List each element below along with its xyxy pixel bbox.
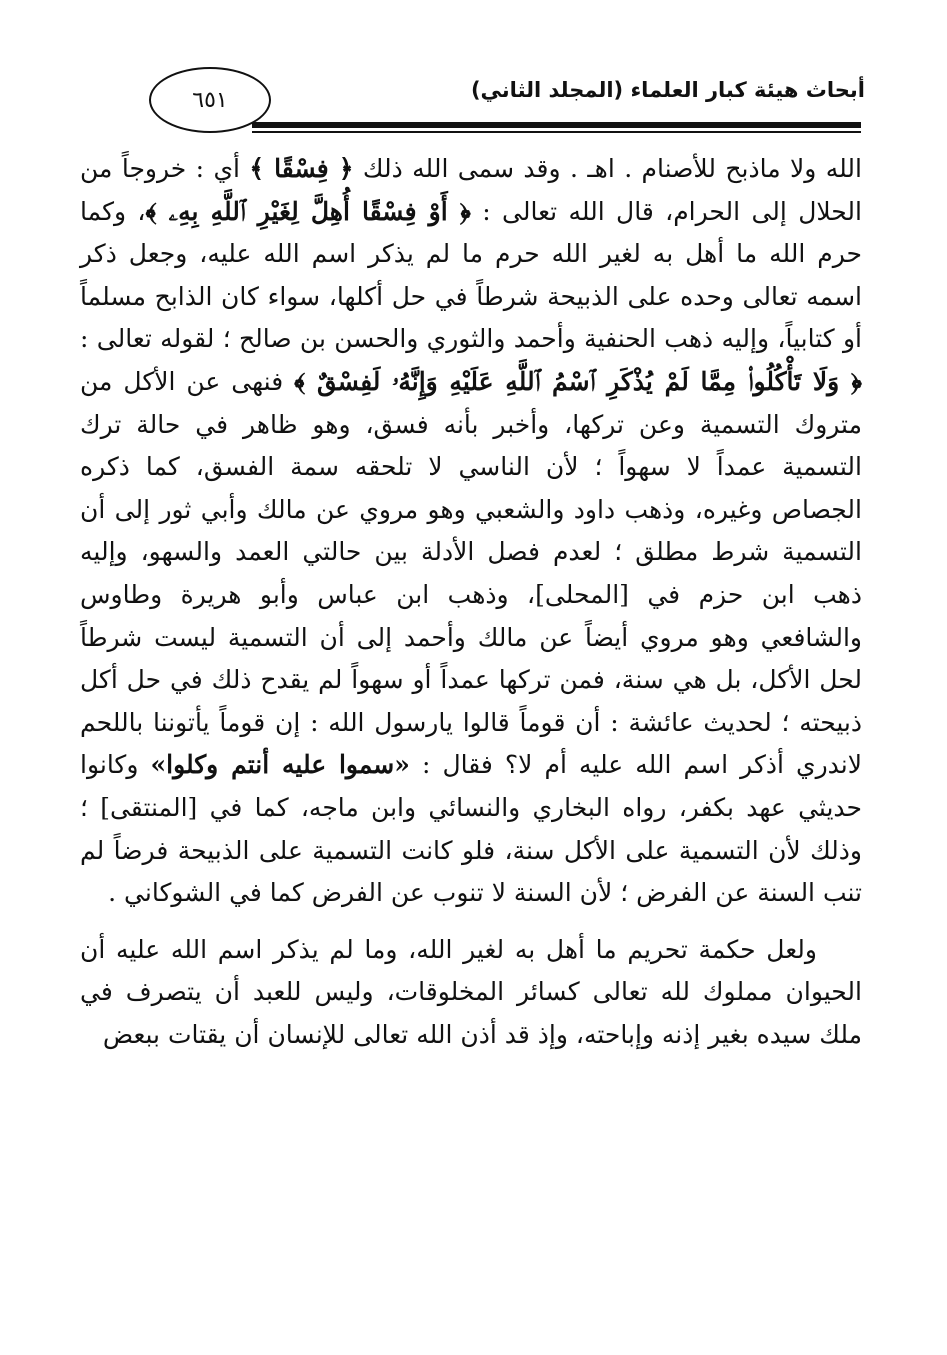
body-text	[80, 148, 862, 1056]
quran-verse: ﴿ أَوْ فِسْقًا أُهِلَّ لِغَيْرِ ٱللَّهِ بِهِۦ ﴾	[145, 196, 471, 226]
hadith-quote: «سموا عليه أنتم وكلوا»	[150, 750, 410, 780]
paragraph-1	[80, 148, 862, 915]
text-segment: الله ولا ماذبح للأصنام . اهـ . وقد سمى الله ذلك	[362, 154, 862, 183]
paragraph-2: ولعل حكمة تحريم ما أهل به لغير الله، وما لم يذكر اسم الله عليه أن الحيوان مملوك لله تعالى كسائر المخلوقات، وليس للعبد أن يتصرف في ملك سيده بغير إذنه وإباحته، وإذ قد أذن الله تعالى للإنسان أن يقتات ببعض	[80, 934, 862, 1049]
quran-verse: ﴿ وَلَا تَأْكُلُوا۟ مِمَّا لَمْ يُذْكَرِ ٱسْمُ ٱللَّهِ عَلَيْهِ وَإِنَّهُۥ لَفِسْقٌ ﴾	[294, 366, 862, 396]
text-segment: فنهى عن الأكل من متروك التسمية وعن تركها، وأخبر بأنه فسق، وهو ظاهر في حالة ترك التسمية عمداً لا سهواً ؛ لأن الناسي لا تلحقه سمة الفسق، كما ذكره الجصاص وغيره، وذهب داود والشعبي وهو مروي عن مالك وأبي ثور إلى أن التسمية شرط مطلق ؛ لعدم فصل الأدلة بين حالتي العمد والسهو، وإليه ذهب ابن حزم في [المحلى]، وذهب ابن عباس وأبو هريرة وطاوس والشافعي وهو مروي أيضاً عن مالك وأحمد إلى أن التسمية ليست شرطاً لحل الأكل، بل هي سنة، فمن تركها عمداً أو سهواً لم يقدح ذلك في حل أكل ذبيحته ؛ لحديث عائشة : أن قوماً قالوا يارسول الله : إن قوماً يأتوننا باللحم لاندري أذكر اسم الله عليه أم لا؟ فقال :	[80, 366, 862, 780]
text-segment: وكانوا حديثي عهد بكفر، رواه البخاري والنسائي وابن ماجه، كما في [المنتقى] ؛ وذلك لأن التسمية على الأكل سنة، فلو كانت التسمية على الذبيحة فرضاً لم تنب السنة عن الفرض ؛ لأن السنة لا تنوب عن الفرض كما في الشوكاني .	[80, 750, 862, 908]
text-segment: أي : خروجاً من الحلال إلى الحرام، قال الله تعالى :	[80, 154, 862, 226]
running-title: أبحاث هيئة كبار العلماء (المجلد الثاني)	[470, 78, 865, 102]
quran-verse: ﴿ فِسْقًا ﴾	[249, 154, 354, 183]
page-number: ٦٥١	[149, 67, 271, 133]
text-segment: ، وكما حرم الله ما أهل به لغير الله حرم ما لم يذكر اسم الله عليه، وجعل ذكر اسمه تعالى وحده على الذبيحة شرطاً في حل أكلها، سواء كان الذابح مسلماً أو كتابياً، وإليه ذهب الحنفية وأحمد والثوري والحسن بن صالح ؛ لقوله تعالى :	[80, 196, 862, 354]
header-rule-thin	[252, 131, 861, 133]
header-rule-thick	[252, 122, 861, 128]
